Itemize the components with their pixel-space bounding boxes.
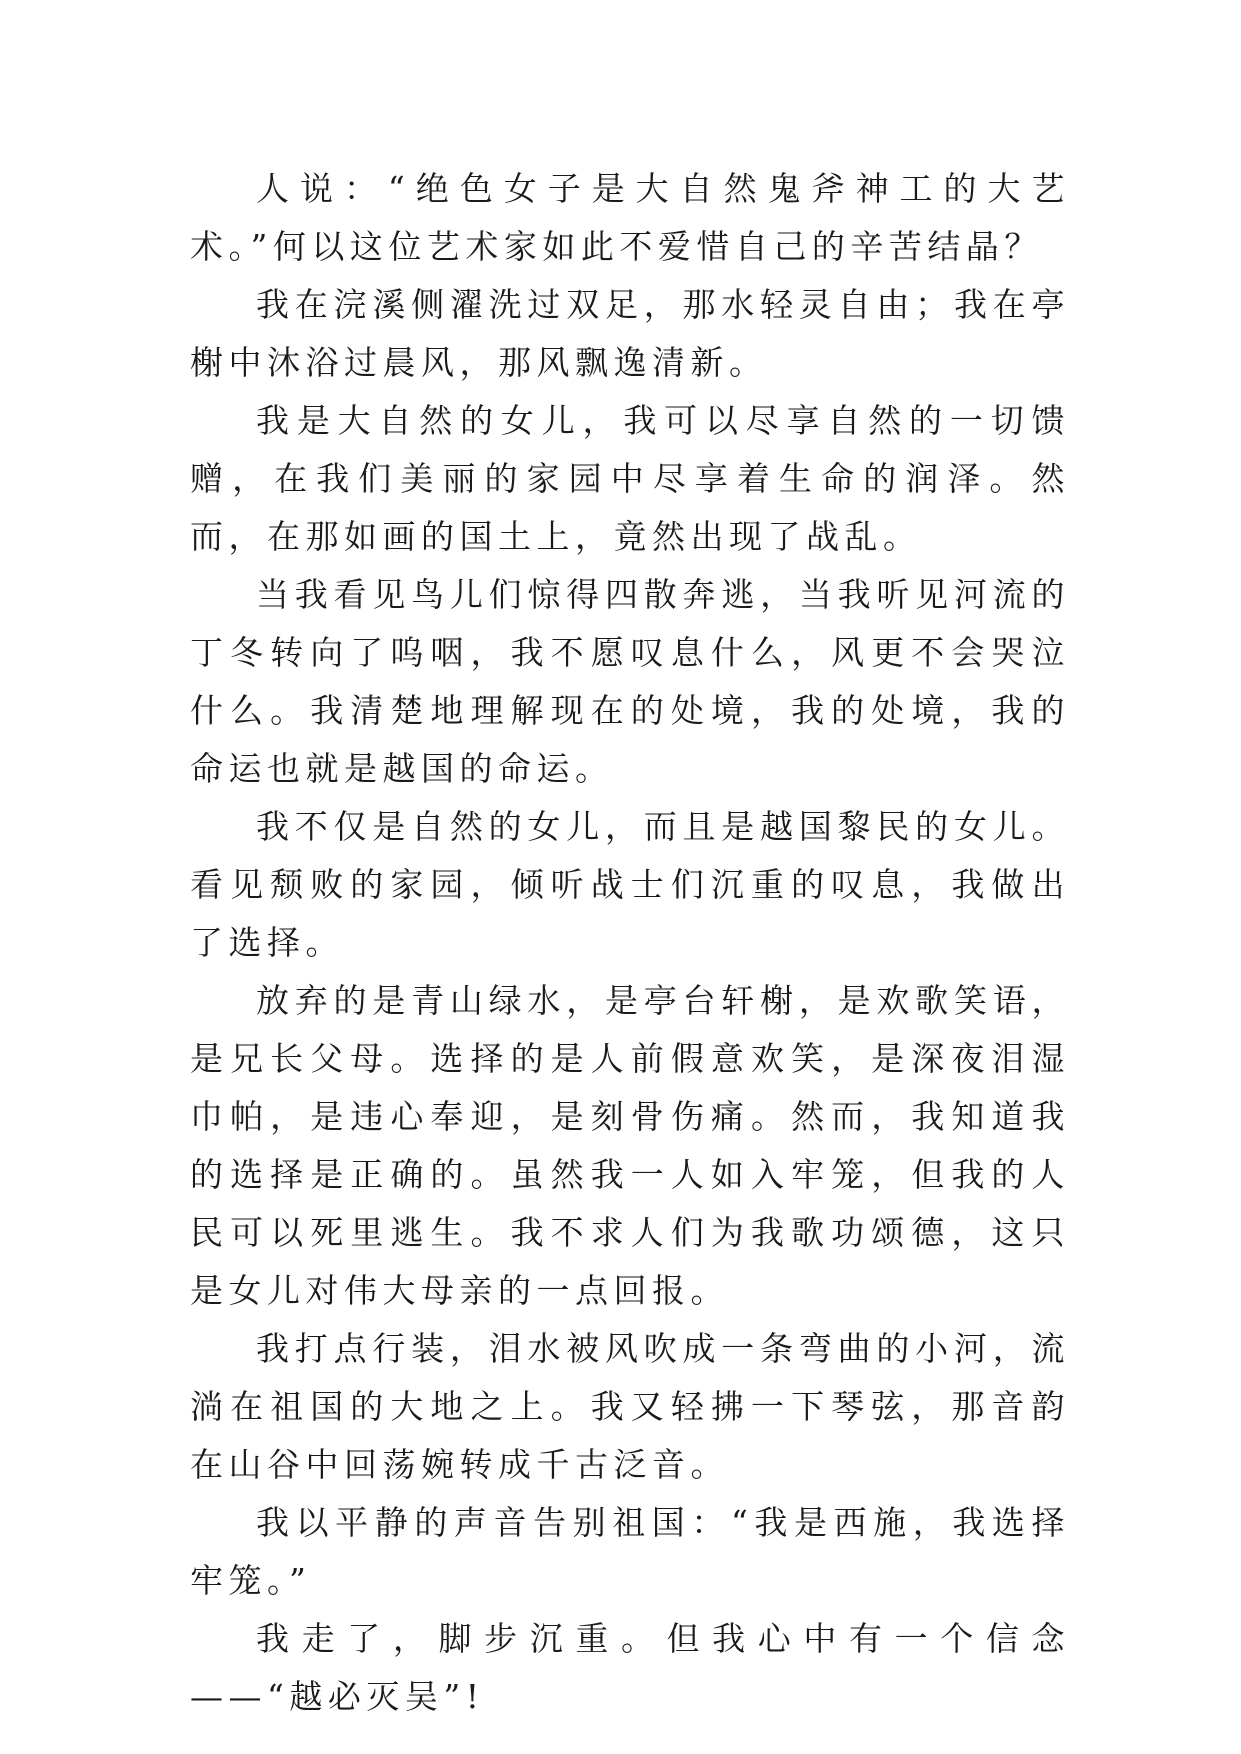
paragraph: 我打点行装，泪水被风吹成一条弯曲的小河，流淌在祖国的大地之上。我又轻拂一下琴弦，那音韵在山谷中回荡婉转成千古泛音。 [190,1329,1070,1484]
paragraph: 我是大自然的女儿，我可以尽享自然的一切馈赠，在我们美丽的家园中尽享着生命的润泽。然而，在那如画的国土上，竟然出现了战乱。 [190,401,1070,556]
paragraph: 我走了，脚步沉重。但我心中有一个信念——“越必灭吴”! [190,1619,1070,1716]
paragraph: 我以平静的声音告别祖国：“我是西施，我选择牢笼。” [190,1503,1070,1600]
paragraph: 当我看见鸟儿们惊得四散奔逃，当我听见河流的丁冬转向了呜咽，我不愿叹息什么，风更不会哭泣什么。我清楚地理解现在的处境，我的处境，我的命运也就是越国的命运。 [190,575,1070,788]
paragraph: 放弃的是青山绿水，是亭台轩榭，是欢歌笑语，是兄长父母。选择的是人前假意欢笑，是深夜泪湿巾帕，是违心奉迎，是刻骨伤痛。然而，我知道我的选择是正确的。虽然我一人如入牢笼，但我的人民可以死里逃生。我不求人们为我歌功颂德，这只是女儿对伟大母亲的一点回报。 [190,981,1070,1310]
essay-body [190,160,1070,1726]
paragraph: 我不仅是自然的女儿，而且是越国黎民的女儿。看见颓败的家园，倾听战士们沉重的叹息，我做出了选择。 [190,807,1070,962]
paragraph: 我在浣溪侧濯洗过双足，那水轻灵自由；我在亭榭中沐浴过晨风，那风飘逸清新。 [190,285,1070,382]
paragraph: 人说：“绝色女子是大自然鬼斧神工的大艺术。”何以这位艺术家如此不爱惜自己的辛苦结晶？ [190,169,1070,266]
